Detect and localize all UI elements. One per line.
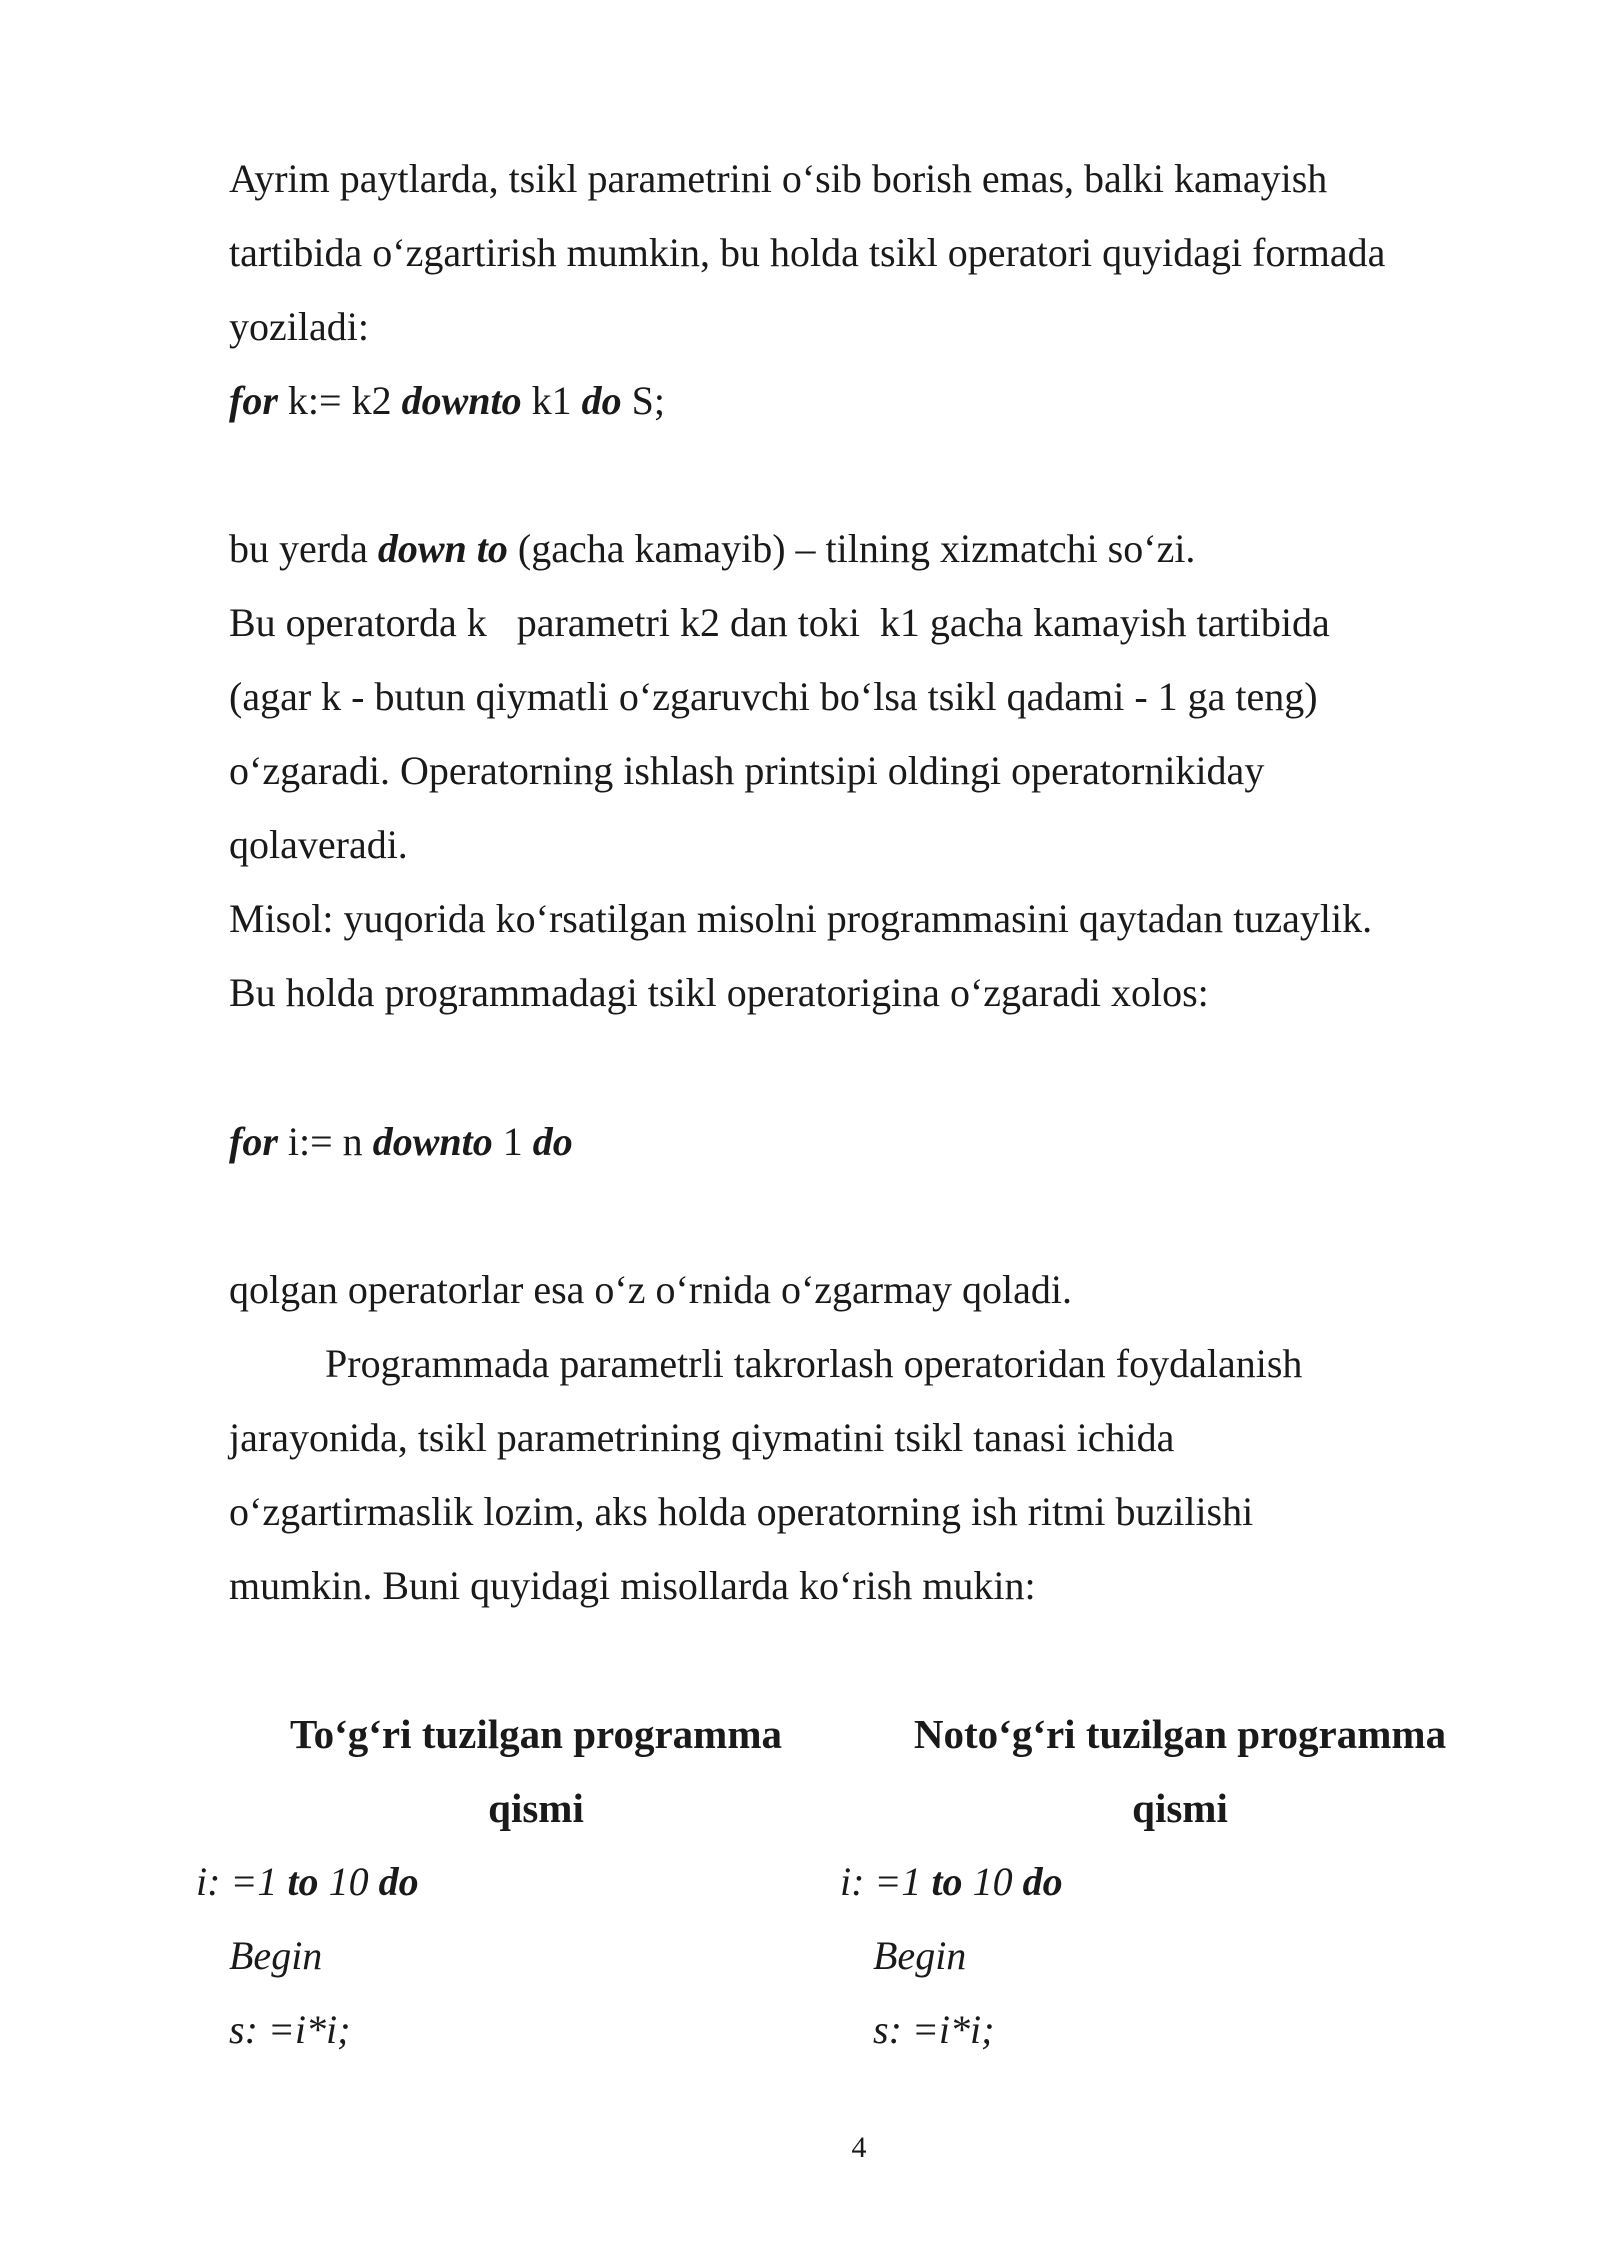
code-text: i: =1: [840, 1859, 932, 1904]
text-line: qolgan operatorlar esa o‘z o‘rnida o‘zgarmay qoladi.: [229, 1267, 1072, 1312]
text-fragment: bu yerda: [229, 526, 378, 571]
code-text: 10: [318, 1859, 379, 1904]
code-line: [229, 1105, 1529, 1179]
code-text: i: =1: [196, 1859, 288, 1904]
code-text: k1: [521, 378, 582, 423]
heading-incorrect-program: [870, 1697, 1490, 1845]
text-fragment: (gacha kamayib) – tilning xizmatchi so‘zi.: [507, 526, 1196, 571]
code-incorrect-begin: Begin: [873, 1933, 967, 1978]
text-line: (agar k - butun qiymatli o‘zgaruvchi bo‘lsa tsikl qadami - 1 ga teng): [229, 674, 1318, 719]
text-line: Misol: yuqorida ko‘rsatilgan misolni programmasini qaytadan tuzaylik.: [229, 896, 1373, 941]
code-text: 1: [492, 1119, 533, 1164]
paragraph-explanation: [229, 512, 1529, 1030]
heading-line: qismi: [488, 1785, 584, 1831]
code-text: k:= k2: [277, 378, 402, 423]
paragraph-warning: [229, 1327, 1529, 1623]
text-line: jarayonida, tsikl parametrining qiymatini tsikl tanasi ichida: [229, 1415, 1175, 1460]
heading-correct-program: [226, 1697, 846, 1845]
code-correct-line1: [196, 1845, 419, 1919]
code-text: S;: [621, 378, 665, 423]
heading-line: To‘g‘ri tuzilgan programma: [290, 1711, 782, 1757]
text-line: o‘zgaradi. Operatorning ishlash printsipi oldingi operatornikiday: [229, 748, 1265, 793]
paragraph-intro: [229, 142, 1529, 438]
keyword-for: for: [229, 1119, 278, 1164]
code-text: 10: [962, 1859, 1023, 1904]
keyword-to: to: [931, 1859, 963, 1904]
code-incorrect-assign: s: =i*i;: [873, 2007, 995, 2052]
keyword-to: to: [287, 1859, 319, 1904]
code-correct-assign: s: =i*i;: [229, 2007, 351, 2052]
code-correct-begin: Begin: [229, 1933, 323, 1978]
heading-line: Noto‘g‘ri tuzilgan programma: [913, 1711, 1447, 1757]
keyword-do: do: [1022, 1859, 1063, 1904]
code-example-downto: [229, 1105, 1529, 1179]
text-line: yoziladi:: [229, 304, 369, 349]
text-line: Bu operatorda k parametri k2 dan toki k1 gacha kamayish tartibida: [229, 600, 1330, 645]
keyword-down-to: down to: [377, 526, 508, 571]
text-line: mumkin. Buni quyidagi misollarda ko‘rish mukin:: [229, 1563, 1036, 1608]
text-line: Programmada parametrli takrorlash operatoridan foydalanish: [325, 1341, 1303, 1386]
text-line: Bu holda programmadagi tsikl operatorigina o‘zgaradi xolos:: [229, 970, 1209, 1015]
heading-line: qismi: [1132, 1785, 1228, 1831]
paragraph-remainder: [229, 1253, 1529, 1327]
keyword-do: do: [581, 378, 622, 423]
keyword-downto: downto: [372, 1119, 493, 1164]
text-line: [229, 512, 1529, 586]
code-text: i:= n: [277, 1119, 373, 1164]
keyword-for: for: [229, 378, 278, 423]
code-incorrect-line1: [840, 1845, 1063, 1919]
text-line: qolaveradi.: [229, 822, 408, 867]
code-downto-statement: [229, 364, 1529, 438]
keyword-do: do: [532, 1119, 573, 1164]
text-line: o‘zgartirmaslik lozim, aks holda operatorning ish ritmi buzilishi: [229, 1489, 1254, 1534]
page-number: 4: [851, 2131, 867, 2164]
keyword-downto: downto: [401, 378, 522, 423]
text-line: tartibida o‘zgartirish mumkin, bu holda tsikl operatori quyidagi formada: [229, 230, 1386, 275]
text-line: Ayrim paytlarda, tsikl parametrini o‘sib borish emas, balki kamayish: [229, 156, 1328, 201]
keyword-do: do: [378, 1859, 419, 1904]
